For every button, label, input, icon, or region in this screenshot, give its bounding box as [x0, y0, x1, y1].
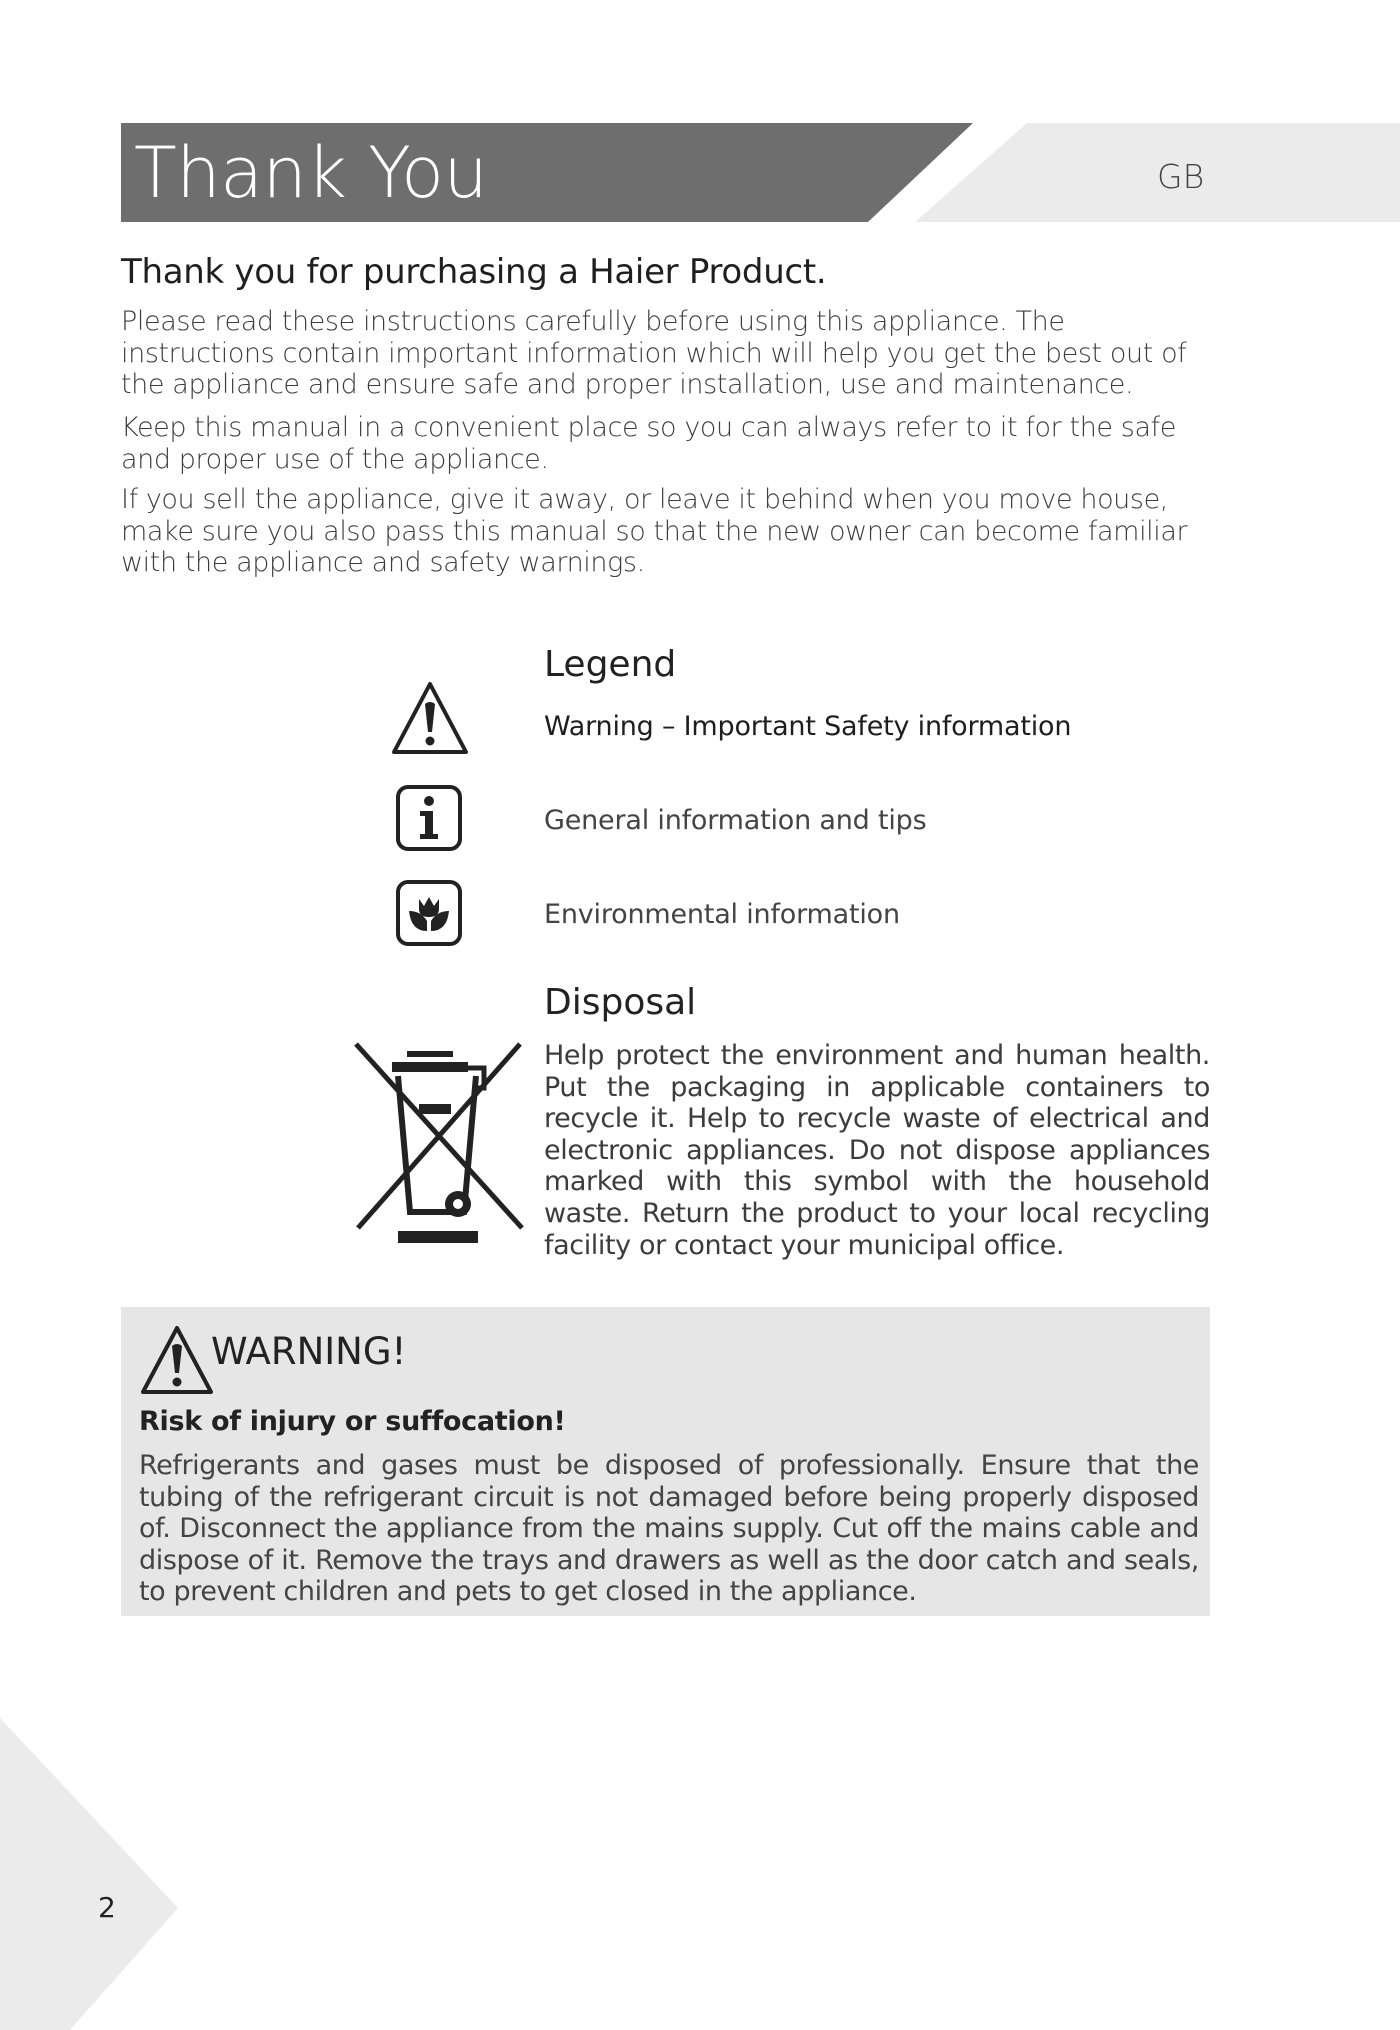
warning-triangle-icon — [139, 1324, 215, 1396]
page-number: 2 — [98, 1891, 116, 1924]
disposal-text: Help protect the environment and human health. Put the packaging in applicable containers to recycle it. Help to recycle waste of electrical and electronic appliances. Do not dispose appliances marked with this symbol with the household waste. Return the product to your local recycling facility or contact your municipal office. — [544, 1040, 1210, 1261]
disposal-heading: Disposal — [544, 982, 697, 1023]
page-corner-shape — [0, 1718, 178, 2030]
legend-label-environment: Environmental information — [544, 899, 900, 930]
warning-subtitle: Risk of injury or suffocation! — [139, 1406, 566, 1437]
intro-paragraph: If you sell the appliance, give it away, or leave it behind when you move house, make sure you also pass this manual so that the new owner can become familiar with the appliance and safety warnings. — [121, 484, 1188, 579]
page-title: Thank You — [134, 132, 488, 214]
warning-text: Refrigerants and gases must be disposed of professionally. Ensure that the tubing of the refrigerant circuit is not damaged before being properly disposed of. Disconnect the appliance from the mains supply. Cut off the mains cable and dispose of it. Remove the trays and drawers as well as the door catch and seals, to prevent children and pets to get closed in the appliance. — [139, 1450, 1199, 1608]
crossed-out-wheelie-bin-icon — [352, 1040, 526, 1246]
legend-heading: Legend — [544, 644, 677, 685]
legend-label-warning: Warning – Important Safety information — [544, 711, 1072, 742]
intro-paragraph: Please read these instructions carefully before using this appliance. The instructions contain important information which will help you get the best out of the appliance and ensure safe and proper installation, use and maintenance. — [121, 306, 1187, 401]
warning-title: WARNING! — [211, 1330, 407, 1373]
legend-label-info: General information and tips — [544, 805, 927, 836]
warning-triangle-icon — [390, 680, 470, 756]
intro-subtitle: Thank you for purchasing a Haier Product. — [121, 252, 827, 292]
environment-flower-icon — [395, 879, 463, 947]
info-icon — [395, 784, 463, 852]
intro-paragraph: Keep this manual in a convenient place so you can always refer to it for the safe and proper use of the appliance. — [121, 412, 1176, 475]
language-code: GB — [1157, 157, 1205, 196]
